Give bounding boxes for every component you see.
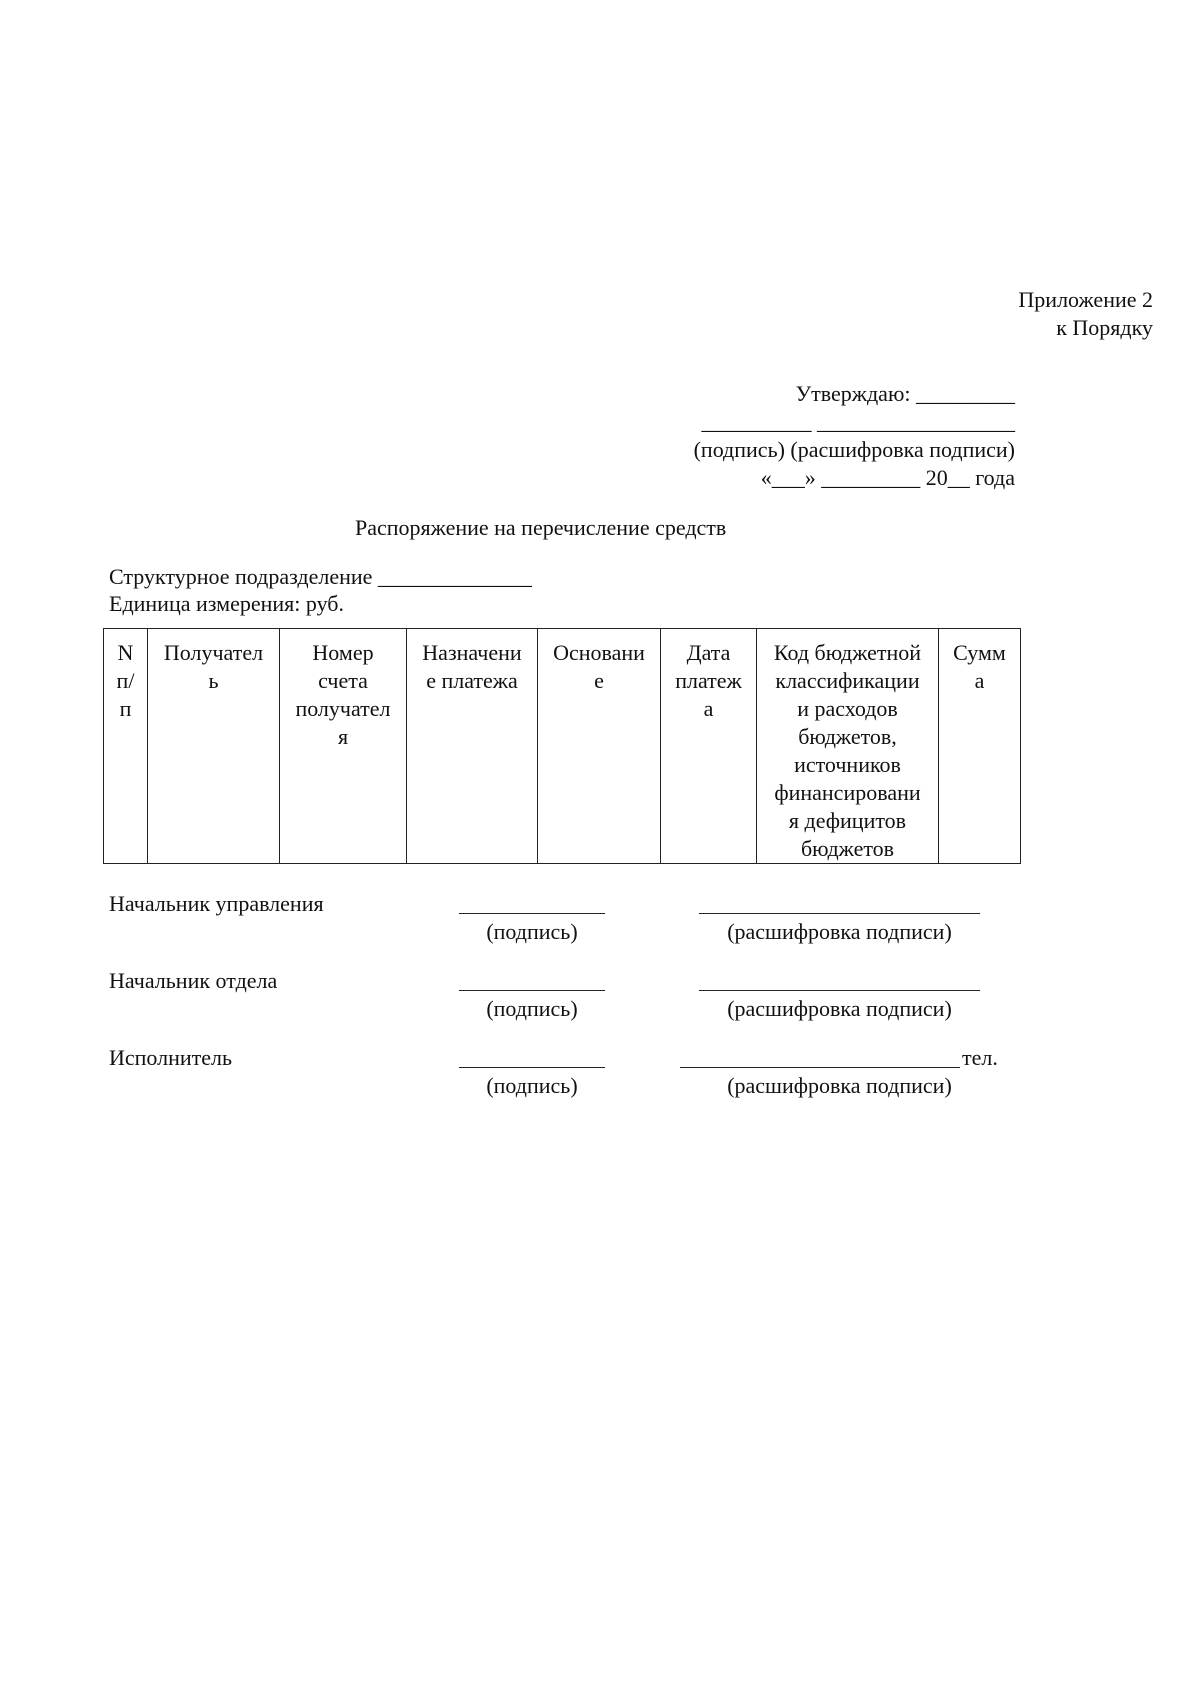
appendix-reference: к Порядку <box>1056 315 1153 340</box>
header-cell-recipient: Получател ь <box>148 629 280 864</box>
phone-label: тел. <box>962 1045 998 1070</box>
decode-line <box>699 913 980 914</box>
payment-table <box>103 628 1021 864</box>
decode-line <box>699 990 980 991</box>
department-field: Структурное подразделение ______________ <box>109 564 532 589</box>
appendix-number: Приложение 2 <box>1018 287 1153 312</box>
signature-line <box>459 1067 605 1068</box>
header-cell-date: Дата платеж а <box>661 629 757 864</box>
signature-caption: (подпись) <box>486 996 578 1021</box>
signature-line <box>459 913 605 914</box>
approve-captions: (подпись) (расшифровка подписи) <box>693 437 1015 462</box>
table-header-row <box>104 629 1021 864</box>
approve-signature-lines: __________ __________________ <box>701 409 1015 434</box>
signature-role: Начальник управления <box>109 891 324 916</box>
header-cell-basis: Основани е <box>538 629 661 864</box>
approve-label: Утверждаю: _________ <box>795 381 1015 406</box>
decode-caption: (расшифровка подписи) <box>727 996 952 1021</box>
decode-line <box>680 1067 960 1068</box>
header-cell-budget-code: Код бюджетной классификации и расходов бюджетов, источников финансировани я дефицитов бюджетов <box>757 629 939 864</box>
decode-caption: (расшифровка подписи) <box>727 1073 952 1098</box>
signature-line <box>459 990 605 991</box>
header-cell-sum: Сумм а <box>939 629 1021 864</box>
header-cell-account: Номер счета получател я <box>280 629 407 864</box>
unit-of-measure: Единица измерения: руб. <box>109 591 344 616</box>
signature-caption: (подпись) <box>486 919 578 944</box>
document-title: Распоряжение на перечисление средств <box>355 515 727 540</box>
header-cell-purpose: Назначени е платежа <box>407 629 538 864</box>
decode-caption: (расшифровка подписи) <box>727 919 952 944</box>
signature-role: Исполнитель <box>109 1045 233 1070</box>
signature-caption: (подпись) <box>486 1073 578 1098</box>
header-cell-number: N п/ п <box>104 629 148 864</box>
signature-role: Начальник отдела <box>109 968 278 993</box>
approve-date: «___» _________ 20__ года <box>760 465 1015 490</box>
